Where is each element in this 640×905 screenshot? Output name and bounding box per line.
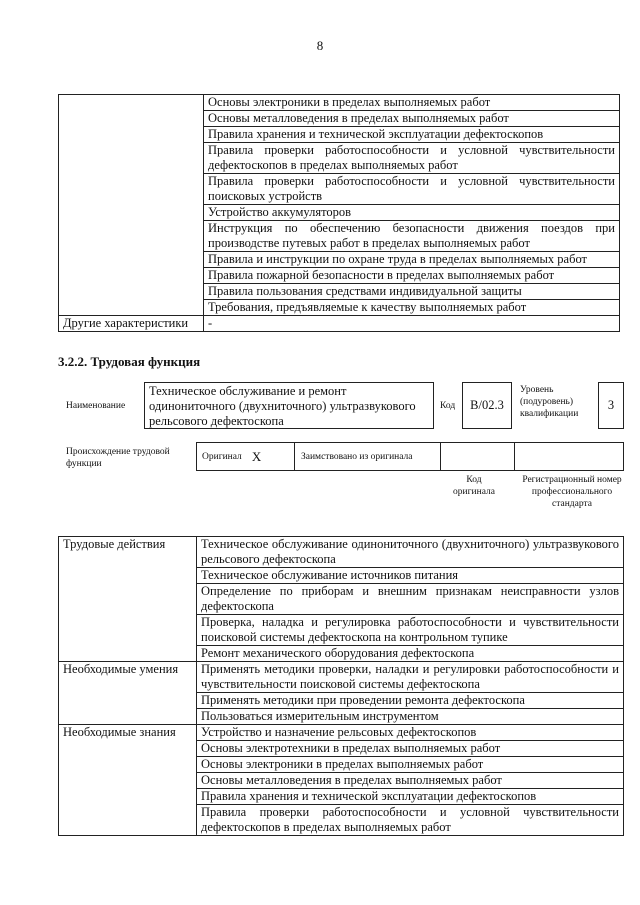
group-label: Необходимые умения xyxy=(59,662,197,725)
reg-number-caption: Регистрационный номер профессионального стандарта xyxy=(522,475,622,509)
group-item: Применять методики при проведении ремонта дефектоскопа xyxy=(197,693,624,709)
knowledge-item: Инструкция по обеспечению безопасности движения поездов при производстве путевых работ в пределах выполняемых работ xyxy=(204,221,620,252)
knowledge-item: Правила проверки работоспособности и условной чувствительности поисковых устройств xyxy=(204,174,620,205)
group-label: Трудовые действия xyxy=(59,537,197,662)
borrowed-label: Заимствовано из оригинала xyxy=(301,451,413,462)
group-item: Техническое обслуживание одинониточного (двухниточного) ультразвукового рельсового дефектоскопа xyxy=(197,537,624,568)
knowledge-item: Требования, предъявляемые к качеству выполняемых работ xyxy=(204,300,620,316)
group-item: Основы электроники в пределах выполняемых работ xyxy=(197,757,624,773)
group-item: Ремонт механического оборудования дефектоскопа xyxy=(197,646,624,662)
knowledge-item: Правила хранения и технической эксплуатации дефектоскопов xyxy=(204,127,620,143)
original-mark: X xyxy=(251,448,262,464)
table-row xyxy=(59,662,624,693)
group-item: Проверка, наладка и регулировка работоспособности и чувствительности поисковой системы дефектоскопа на контрольном тупике xyxy=(197,615,624,646)
row-group-label xyxy=(59,95,204,316)
knowledge-item: Правила проверки работоспособности и условной чувствительности дефектоскопов в пределах выполняемых работ xyxy=(204,143,620,174)
table-row xyxy=(59,725,624,741)
knowledge-item: Основы электроники в пределах выполняемых работ xyxy=(204,95,620,111)
code-value: B/02.3 xyxy=(470,398,504,412)
original-cell xyxy=(197,443,295,470)
code-original-caption: Код оригинала xyxy=(453,475,495,497)
group-item: Техническое обслуживание источников питания xyxy=(197,568,624,584)
code-label: Код xyxy=(440,401,456,411)
table-row xyxy=(59,537,624,568)
knowledge-item: Правила пожарной безопасности в пределах выполняемых работ xyxy=(204,268,620,284)
code-box xyxy=(462,382,512,429)
table-row xyxy=(59,95,620,111)
group-item: Правила хранения и технической эксплуатации дефектоскопов xyxy=(197,789,624,805)
group-item: Основы электротехники в пределах выполняемых работ xyxy=(197,741,624,757)
page-number: 8 xyxy=(316,38,324,53)
origin-label: Происхождение трудовой функции xyxy=(66,447,170,469)
function-name: Техническое обслуживание и ремонт одинониточного (двухниточного) ультразвукового рельсового дефектоскопа xyxy=(149,384,416,428)
group-item: Пользоваться измерительным инструментом xyxy=(197,709,624,725)
knowledge-item: Правила и инструкции по охране труда в пределах выполняемых работ xyxy=(204,252,620,268)
borrowed-cell xyxy=(295,443,441,470)
origin-table xyxy=(196,442,624,471)
code-original-cell xyxy=(441,443,515,470)
group-item: Определение по приборам и внешним признакам неисправности узлов дефектоскопа xyxy=(197,584,624,615)
level-label: Уровень (подуровень) квалификации xyxy=(520,385,579,419)
section-heading: 3.2.2. Трудовая функция xyxy=(58,354,201,369)
name-label: Наименование xyxy=(66,401,126,411)
other-characteristics-label: Другие характеристики xyxy=(59,316,204,332)
reg-number-cell xyxy=(515,443,623,470)
group-item: Устройство и назначение рельсовых дефектоскопов xyxy=(197,725,624,741)
knowledge-table-continued xyxy=(58,94,620,332)
group-item: Основы металловедения в пределах выполняемых работ xyxy=(197,773,624,789)
level-box xyxy=(598,382,624,429)
table-row xyxy=(59,316,620,332)
group-item: Правила проверки работоспособности и условной чувствительности дефектоскопов в пределах выполняемых работ xyxy=(197,805,624,836)
level-value: 3 xyxy=(607,398,615,412)
knowledge-item: Устройство аккумуляторов xyxy=(204,205,620,221)
knowledge-item: Основы металловедения в пределах выполняемых работ xyxy=(204,111,620,127)
other-characteristics-value: - xyxy=(204,316,620,332)
function-name-box xyxy=(144,382,434,429)
labor-function-table xyxy=(58,536,624,836)
group-label: Необходимые знания xyxy=(59,725,197,836)
original-label: Оригинал xyxy=(202,451,242,462)
group-item: Применять методики проверки, наладки и регулировки работоспособности и чувствительности поисковой системы дефектоскопа xyxy=(197,662,624,693)
knowledge-item: Правила пользования средствами индивидуальной защиты xyxy=(204,284,620,300)
